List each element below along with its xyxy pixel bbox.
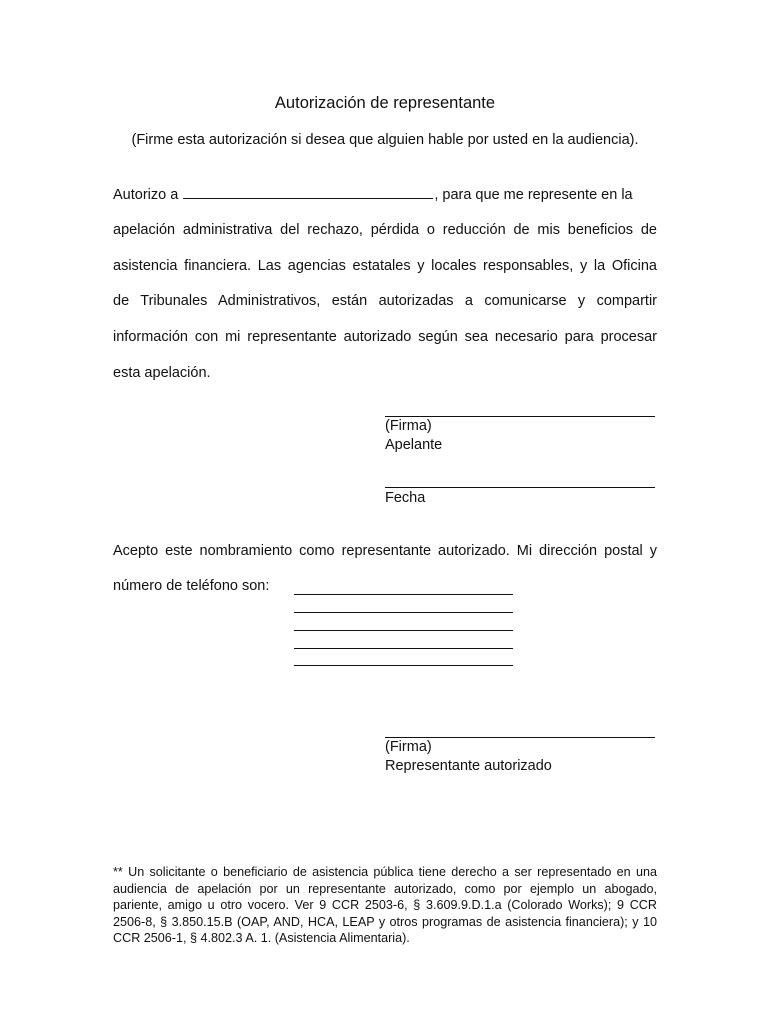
authorization-lead: Autorizo a bbox=[113, 187, 179, 203]
appellant-signature-line[interactable] bbox=[385, 416, 655, 417]
representative-firma-label: (Firma) bbox=[385, 739, 432, 755]
representative-role-label: Representante autorizado bbox=[385, 758, 552, 774]
acceptance-line-2: número de teléfono son: bbox=[113, 578, 270, 594]
address-line[interactable] bbox=[294, 630, 513, 631]
date-line[interactable] bbox=[385, 487, 655, 488]
appellant-role-label: Apelante bbox=[385, 437, 443, 453]
acceptance-line-1: Acepto este nombramiento como representante autorizado. Mi dirección postal y bbox=[113, 543, 657, 559]
authorization-line-4: información con mi representante autorizado según sea necesario para procesar bbox=[113, 329, 657, 345]
authorization-line-5: esta apelación. bbox=[113, 365, 211, 381]
representative-name-field[interactable] bbox=[183, 186, 433, 199]
footnote: ** Un solicitante o beneficiario de asistencia pública tiene derecho a ser representado en una audiencia de apelación por un representante autorizado, como por ejemplo un abogado, pariente, amigo u otro vocero. Ver 9 CCR 2503-6, § 3.609.9.D.1.a (Colorado Works); 9 CCR 2506-8, § 3.850.15.B (OAP, AND, HCA, LEAP y otros programas de asistencia financiera); y 10 CCR 2506-1, § 4.802.3 A. 1. (Asistencia Alimentaria). bbox=[113, 865, 657, 945]
authorization-line-3: de Tribunales Administrativos, están autorizadas a comunicarse y compartir bbox=[113, 293, 657, 309]
address-line[interactable] bbox=[294, 648, 513, 649]
appellant-firma-label: (Firma) bbox=[385, 418, 432, 434]
date-label: Fecha bbox=[385, 490, 426, 506]
page-title: Autorización de representante bbox=[274, 94, 496, 112]
address-line[interactable] bbox=[294, 594, 513, 595]
authorization-after-blank: , para que me represente en la bbox=[434, 187, 633, 203]
authorization-first-line bbox=[113, 186, 657, 203]
subtitle: (Firme esta autorización si desea que alguien hable por usted en la audiencia). bbox=[131, 132, 639, 148]
authorization-line-2: asistencia financiera. Las agencias estatales y locales responsables, y la Oficina bbox=[113, 258, 657, 274]
address-line[interactable] bbox=[294, 612, 513, 613]
address-line[interactable] bbox=[294, 665, 513, 666]
representative-signature-line[interactable] bbox=[385, 737, 655, 738]
authorization-line-1: apelación administrativa del rechazo, pérdida o reducción de mis beneficios de bbox=[113, 222, 657, 238]
